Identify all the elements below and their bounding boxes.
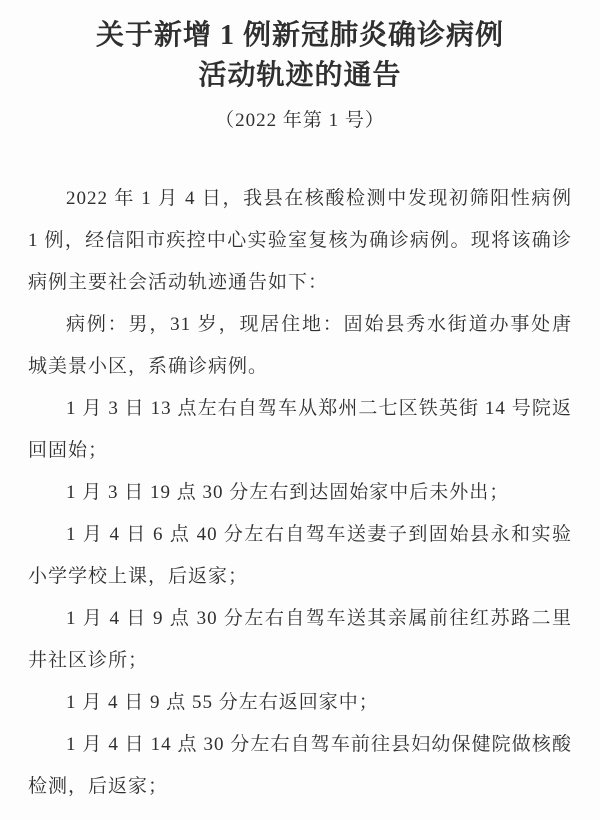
paragraph-intro: 2022 年 1 月 4 日，我县在核酸检测中发现初筛阳性病例 1 例，经信阳市疾控中心实验室复核为确诊病例。现将该确诊病例主要社会活动轨迹通告如下： <box>28 188 572 293</box>
notice-title-line1: 关于新增 1 例新冠肺炎确诊病例 <box>95 20 504 51</box>
paragraph-trajectory-6: 1 月 4 日 14 点 30 分左右自驾车前往县妇幼保健院做核酸检测，后返家； <box>28 734 572 797</box>
paragraph-trajectory-3: 1 月 4 日 6 点 40 分左右自驾车送妻子到固始县永和实验小学学校上课，后返家； <box>28 524 572 587</box>
paragraph-trajectory-1: 1 月 3 日 13 点左右自驾车从郑州二七区铁英街 14 号院返回固始； <box>28 398 572 461</box>
issue-number: （2022 年第 1 号） <box>215 110 385 131</box>
notice-title <box>28 16 572 96</box>
notice-title-line2: 活动轨迹的通告 <box>198 60 402 91</box>
notice-body <box>28 178 572 808</box>
paragraph-trajectory-5: 1 月 4 日 9 点 55 分左右返回家中； <box>66 692 379 713</box>
paragraph-case-info: 病例：男，31 岁，现居住地：固始县秀水街道办事处唐城美景小区，系确诊病例。 <box>28 314 572 377</box>
paragraph-trajectory-2: 1 月 3 日 19 点 30 分左右到达固始家中后未外出； <box>66 482 510 503</box>
paragraph-trajectory-4: 1 月 4 日 9 点 30 分左右自驾车送其亲属前往红苏路二里井社区诊所； <box>28 608 572 671</box>
